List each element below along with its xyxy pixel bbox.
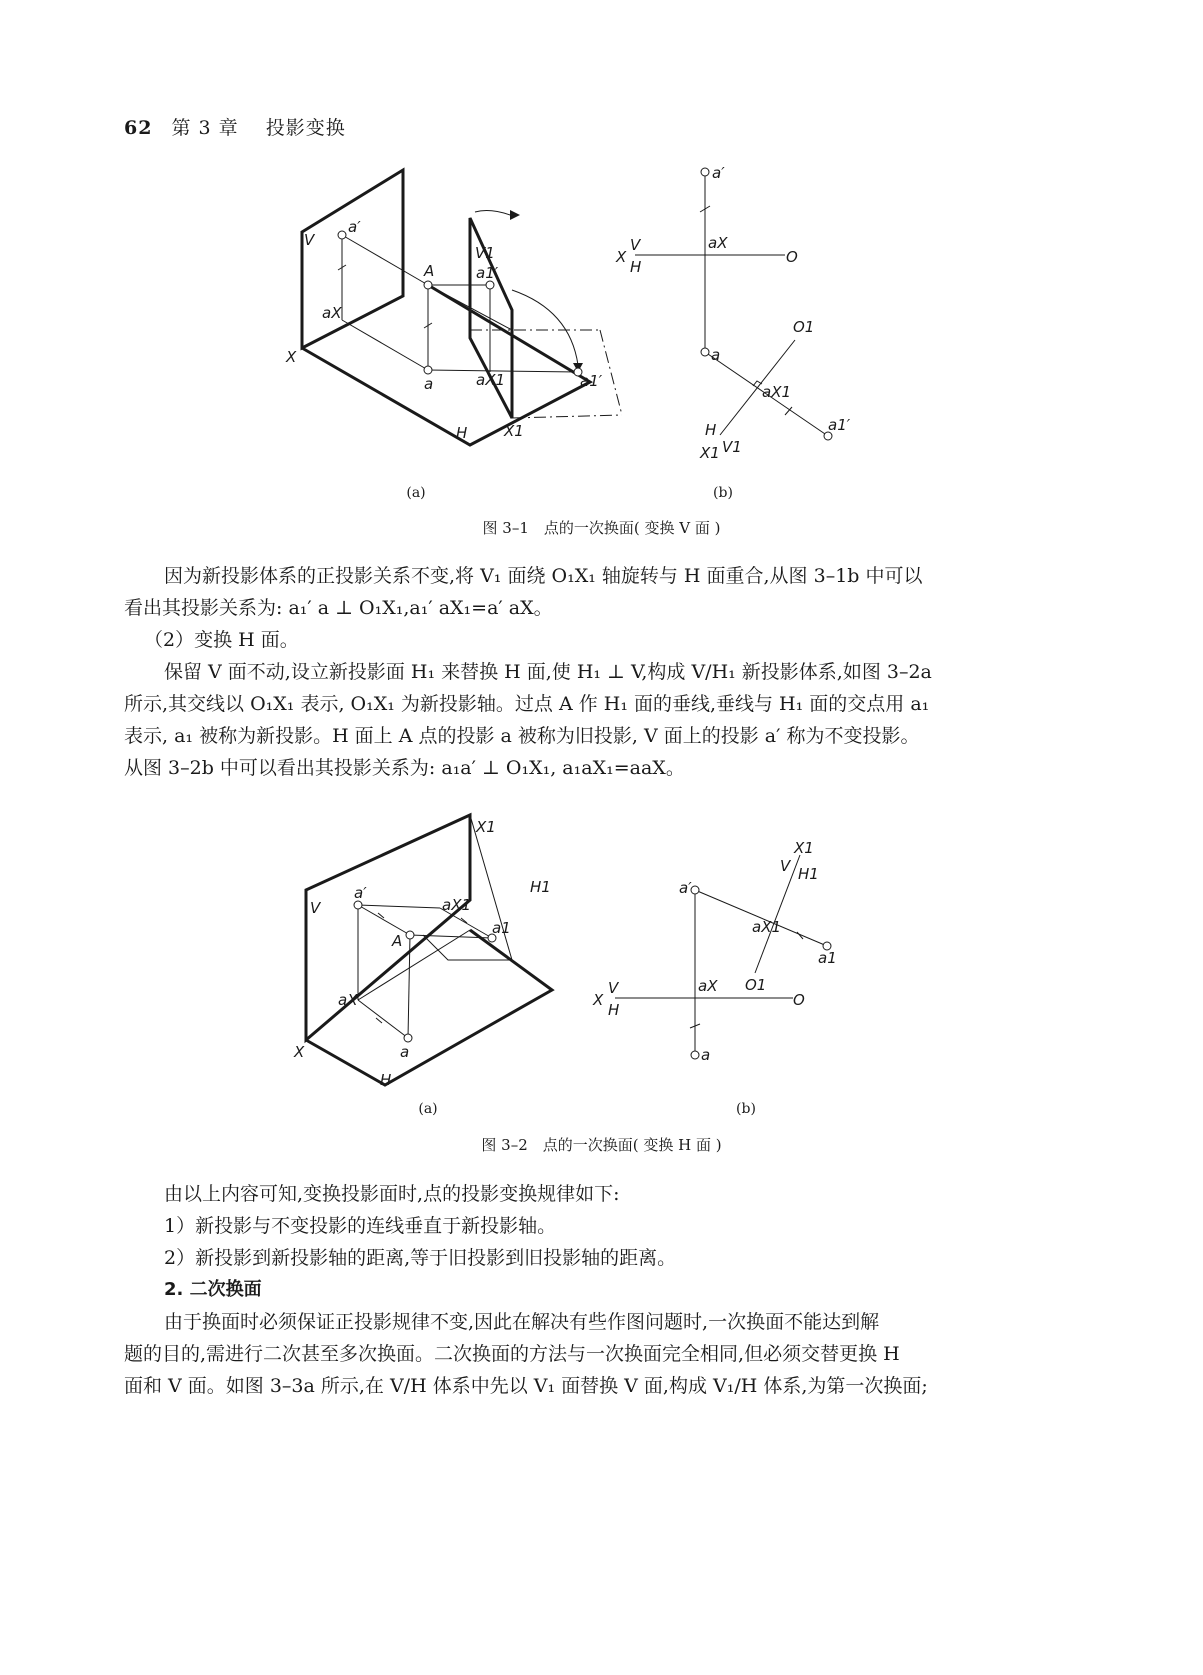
arrow-head-top (510, 210, 520, 220)
label-X1: X1 (476, 818, 496, 836)
label-a: a (701, 1046, 711, 1064)
projector-ax-a (342, 320, 428, 370)
rule-1: 1）新投影与不变投影的连线垂直于新投影轴。 (164, 1215, 557, 1237)
rule-2: 2）新投影到新投影轴的距离,等于旧投影到旧投影轴的距离。 (164, 1247, 677, 1269)
label-O: O (786, 248, 798, 266)
figure-3-2b-drawing (585, 835, 845, 1075)
label-a: a (400, 1043, 410, 1061)
paragraph-2-line-2: 所示,其交线以 O₁X₁ 表示, O₁X₁ 为新投影轴。过点 A 作 H₁ 面的垂线,垂线与 H₁ 面的交点用 a₁ (124, 693, 930, 715)
projector-a-prime-A (342, 235, 428, 285)
label-X: X (616, 248, 627, 266)
axis-line (358, 930, 470, 1000)
label-V-axis: V (608, 979, 619, 997)
point-a-prime (691, 886, 699, 894)
label-O: O (793, 991, 805, 1009)
label-H: H (456, 424, 468, 442)
paragraph-3-line-2: 题的目的,需进行二次甚至多次换面。二次换面的方法与一次换面完全相同,但必须交替更换 H (124, 1343, 900, 1365)
point-a-prime (338, 231, 346, 239)
label-A: A (424, 262, 435, 280)
rules-intro: 由以上内容可知,变换投影面时,点的投影变换规律如下: (164, 1183, 620, 1205)
label-V1: V1 (722, 438, 742, 456)
label-X1: X1 (794, 839, 814, 857)
label-aX1: aX1 (762, 383, 792, 401)
label-O1: O1 (745, 976, 767, 994)
label-a1-prime: a1′ (476, 264, 499, 282)
label-H-new: H (705, 421, 717, 439)
paragraph-1-line-1: 因为新投影体系的正投影关系不变,将 V₁ 面绕 O₁X₁ 轴旋转与 H 面重合,从图 3–1b 中可以 (164, 565, 923, 587)
paragraph-3-line-1: 由于换面时必须保证正投影规律不变,因此在解决有些作图问题时,一次换面不能达到解 (164, 1311, 880, 1333)
label-X: X (593, 991, 604, 1009)
paragraph-1-line-2: 看出其投影关系为: a₁′ a ⊥ O₁X₁,a₁′ aX₁=a′ aX。 (124, 597, 553, 619)
rules-block (124, 1178, 1079, 1402)
figure-3-1-caption: 图 3–1 点的一次换面( 变换 V 面 ) (482, 519, 721, 537)
paragraph-3-line-3: 面和 V 面。如图 3–3a 所示,在 V/H 体系中先以 V₁ 面替换 V 面,构成 V₁/H 体系,为第一次换面; (124, 1375, 928, 1397)
label-aX: aX (698, 977, 718, 995)
point-a (424, 366, 432, 374)
point-a-prime (701, 168, 709, 176)
figure-3-1b (610, 160, 870, 470)
page-header (124, 113, 346, 140)
label-V: V (304, 231, 315, 249)
label-a-prime: a′ (712, 164, 725, 182)
label-aX: aX (322, 304, 342, 322)
page-number: 62 (124, 117, 153, 139)
chapter-title: 投影变换 (265, 117, 346, 139)
paragraph-2-line-4: 从图 3–2b 中可以看出其投影关系为: a₁a′ ⊥ O₁X₁, a₁aX₁=aaX。 (124, 757, 685, 779)
label-aX: aX (338, 991, 358, 1009)
figure-3-1a (280, 160, 640, 460)
point-a (691, 1051, 699, 1059)
figure-3-1a-label: (a) (406, 485, 426, 501)
label-a: a (424, 375, 434, 393)
point-a-prime (354, 901, 362, 909)
label-V: V (310, 899, 321, 917)
v-plane (302, 170, 403, 348)
label-aX1: aX1 (442, 896, 472, 914)
label-X1: X1 (700, 444, 720, 462)
rotation-arrow-top (475, 211, 510, 215)
point-a1-prime (486, 281, 494, 289)
label-a1: a1 (492, 919, 511, 937)
label-O1: O1 (793, 318, 815, 336)
label-A: A (392, 932, 403, 950)
label-a1-prime-rotated: a1′ (580, 372, 603, 390)
figure-3-2a (280, 810, 580, 1100)
label-a-prime: a′ (679, 879, 692, 897)
point-A (424, 281, 432, 289)
paragraph-2-line-3: 表示, a₁ 被称为新投影。H 面上 A 点的投影 a 被称为旧投影, V 面上的投影 a′ 称为不变投影。 (124, 725, 920, 747)
section-heading: 2. 二次换面 (164, 1279, 262, 1300)
h1-plane (423, 815, 512, 960)
label-X1: X1 (504, 422, 524, 440)
label-H1: H1 (530, 878, 551, 896)
figure-3-2-caption: 图 3–2 点的一次换面( 变换 H 面 ) (481, 1136, 722, 1154)
paragraph-2-line-1: 保留 V 面不动,设立新投影面 H₁ 来替换 H 面,使 H₁ ⊥ V,构成 V/H₁ 新投影体系,如图 3–2a (164, 661, 932, 683)
label-a-prime: a′ (348, 218, 361, 236)
point-a (701, 348, 709, 356)
label-a1: a1 (818, 949, 837, 967)
label-V: V (630, 236, 641, 254)
label-V: V (780, 857, 791, 875)
figure-3-1a-drawing (280, 160, 640, 460)
projector-a-prime-A (358, 905, 410, 935)
list-item-2: （2）变换 H 面。 (144, 629, 299, 651)
label-a1-prime: a1′ (828, 416, 851, 434)
point-a (404, 1034, 412, 1042)
figure-3-1b-drawing (610, 160, 870, 470)
figure-3-2a-drawing (280, 810, 580, 1100)
figure-3-2a-label: (a) (418, 1101, 438, 1117)
figure-3-2b-label: (b) (736, 1101, 756, 1117)
axis-O1X1 (755, 855, 800, 973)
label-aX1: aX1 (752, 918, 782, 936)
label-aX: aX (708, 234, 728, 252)
label-V1: V1 (475, 244, 495, 262)
label-a: a (711, 346, 721, 364)
label-a-prime: a′ (354, 884, 367, 902)
label-H1: H1 (798, 865, 819, 883)
figure-3-1b-label: (b) (713, 485, 733, 501)
projector-ax-a (358, 1000, 408, 1038)
label-H: H (608, 1001, 620, 1019)
point-A (406, 931, 414, 939)
label-X: X (286, 348, 297, 366)
label-X: X (294, 1043, 305, 1061)
paragraph-1 (124, 560, 1079, 784)
label-H: H (630, 258, 642, 276)
chapter-number: 第 3 章 (171, 117, 239, 139)
projector-a-prime-ax1 (358, 905, 440, 908)
figure-3-2b (585, 835, 845, 1075)
label-H: H (380, 1071, 392, 1089)
v-plane (306, 815, 470, 1040)
label-aX1: aX1 (476, 371, 506, 389)
